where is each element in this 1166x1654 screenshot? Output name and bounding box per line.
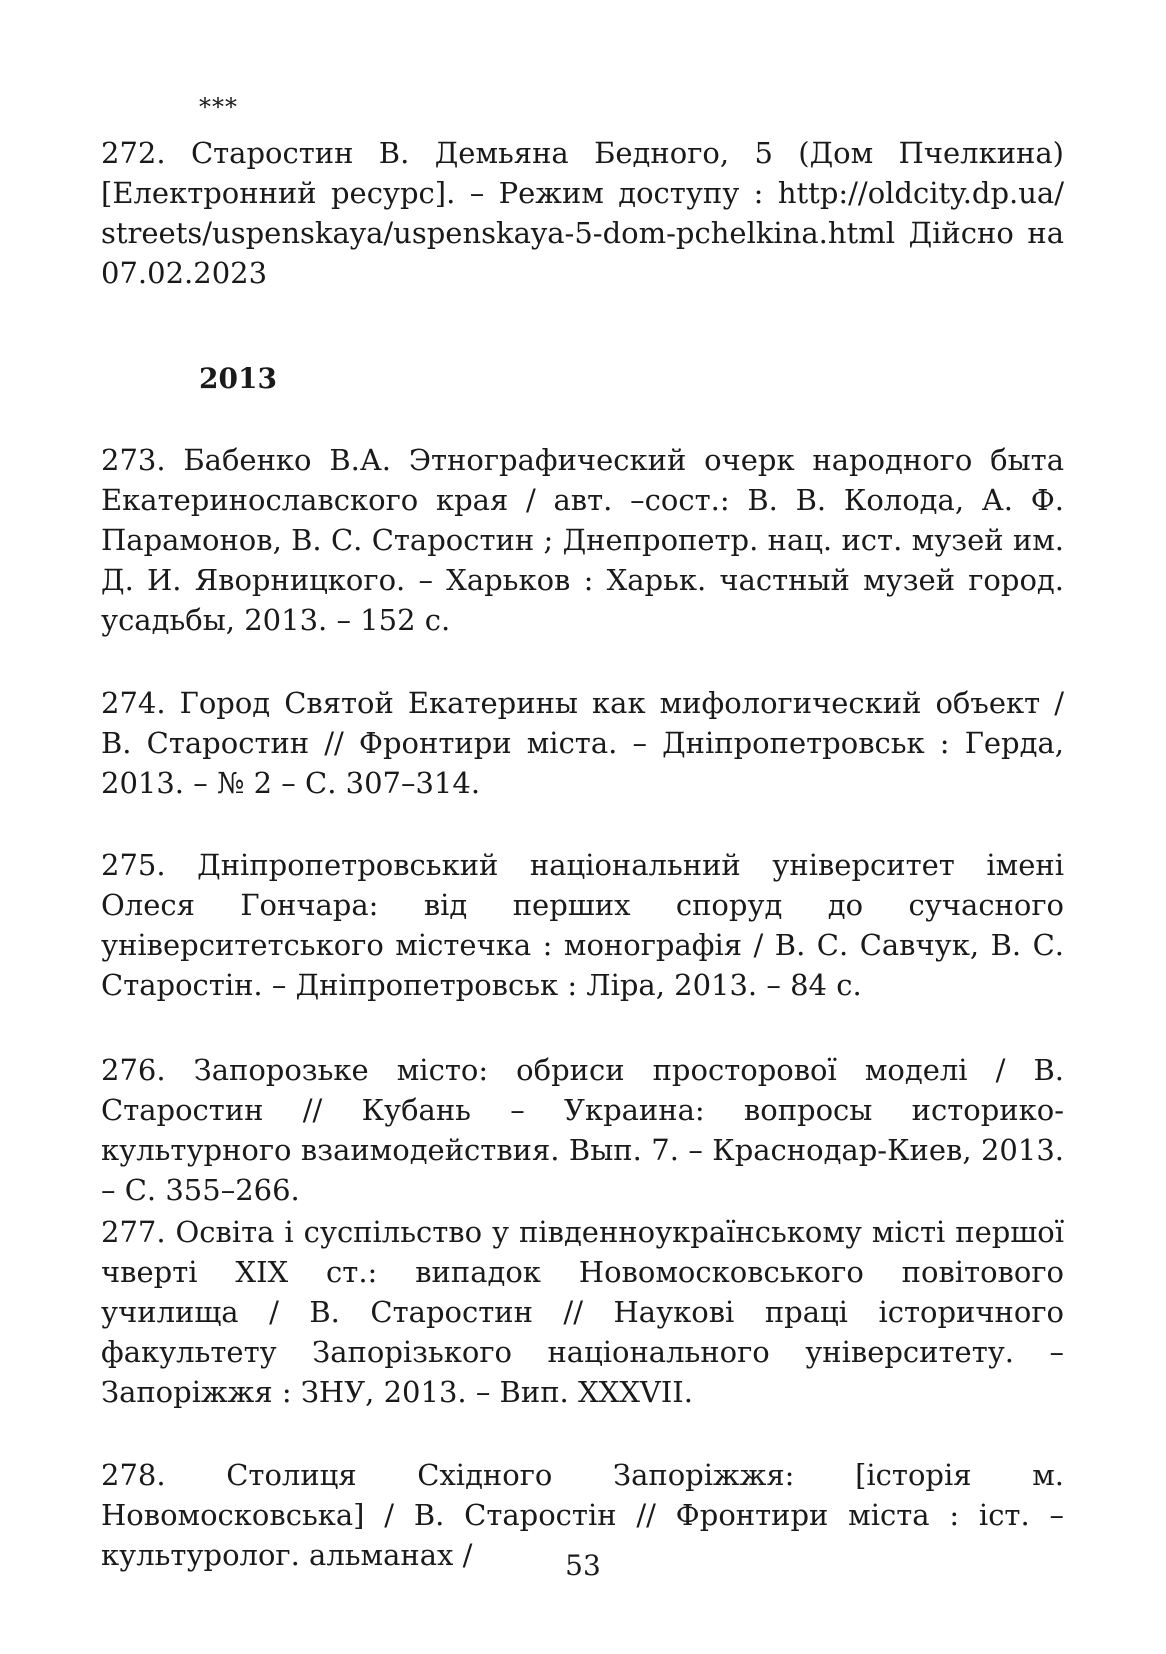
bibliography-entry: 274. Город Святой Екатерины как мифологический объект / В. Старостин // Фронтири міста. – Дніпропетровськ : Герда, 2013. – № 2 – С. 307–314.: [101, 686, 1064, 800]
bibliography-entry: 272. Старостин В. Демьяна Бедного, 5 (Дом Пчелкина) [Електронний ресурс]. – Режим доступу : http://oldcity.dp.ua/ streets/uspenskaya/uspenskaya-5-dom-pchelkina.html Дійсно на 07.02.2023: [101, 136, 1064, 290]
section-separator: ***: [199, 93, 238, 121]
bibliography-entry: 275. Дніпропетровський національний університет імені Олеся Гончара: від перших споруд до сучасного університетського містечка : монографія / В. С. Савчук, В. С. Старостін. – Дніпропетровськ : Ліра, 2013. – 84 с.: [101, 848, 1064, 1002]
year-heading: 2013: [199, 362, 277, 395]
bibliography-entry: 277. Освіта і суспільство у південноукраїнському місті першої чверті ХІХ ст.: випадок Новомосковського повітового училища / В. Старостин // Наукові праці історичного факультету Запорізького національного університету. – Запоріжжя : ЗНУ, 2013. – Вип. XXXVII.: [101, 1215, 1064, 1409]
bibliography-entry: 273. Бабенко В.А. Этнографический очерк народного быта Екатеринославского края / авт. –сост.: В. В. Колода, А. Ф. Парамонов, В. С. Старостин ; Днепропетр. нац. ист. музей им. Д. И. Яворницкого. – Харьков : Харьк. частный музей город. усадьбы, 2013. – 152 с.: [101, 443, 1064, 637]
bibliography-entry: 278. Столиця Східного Запоріжжя: [історія м. Новомосковська] / В. Старостін // Фронтири міста : іст. –культуролог. альманах /: [101, 1458, 1064, 1572]
page-number: 53: [565, 1549, 601, 1582]
bibliography-entry: 276. Запорозьке місто: обриси просторової моделі / В. Старостин // Кубань – Украина: вопросы историко-культурного взаимодействия. Вып. 7. – Краснодар-Киев, 2013. – С. 355–266.: [101, 1053, 1064, 1207]
